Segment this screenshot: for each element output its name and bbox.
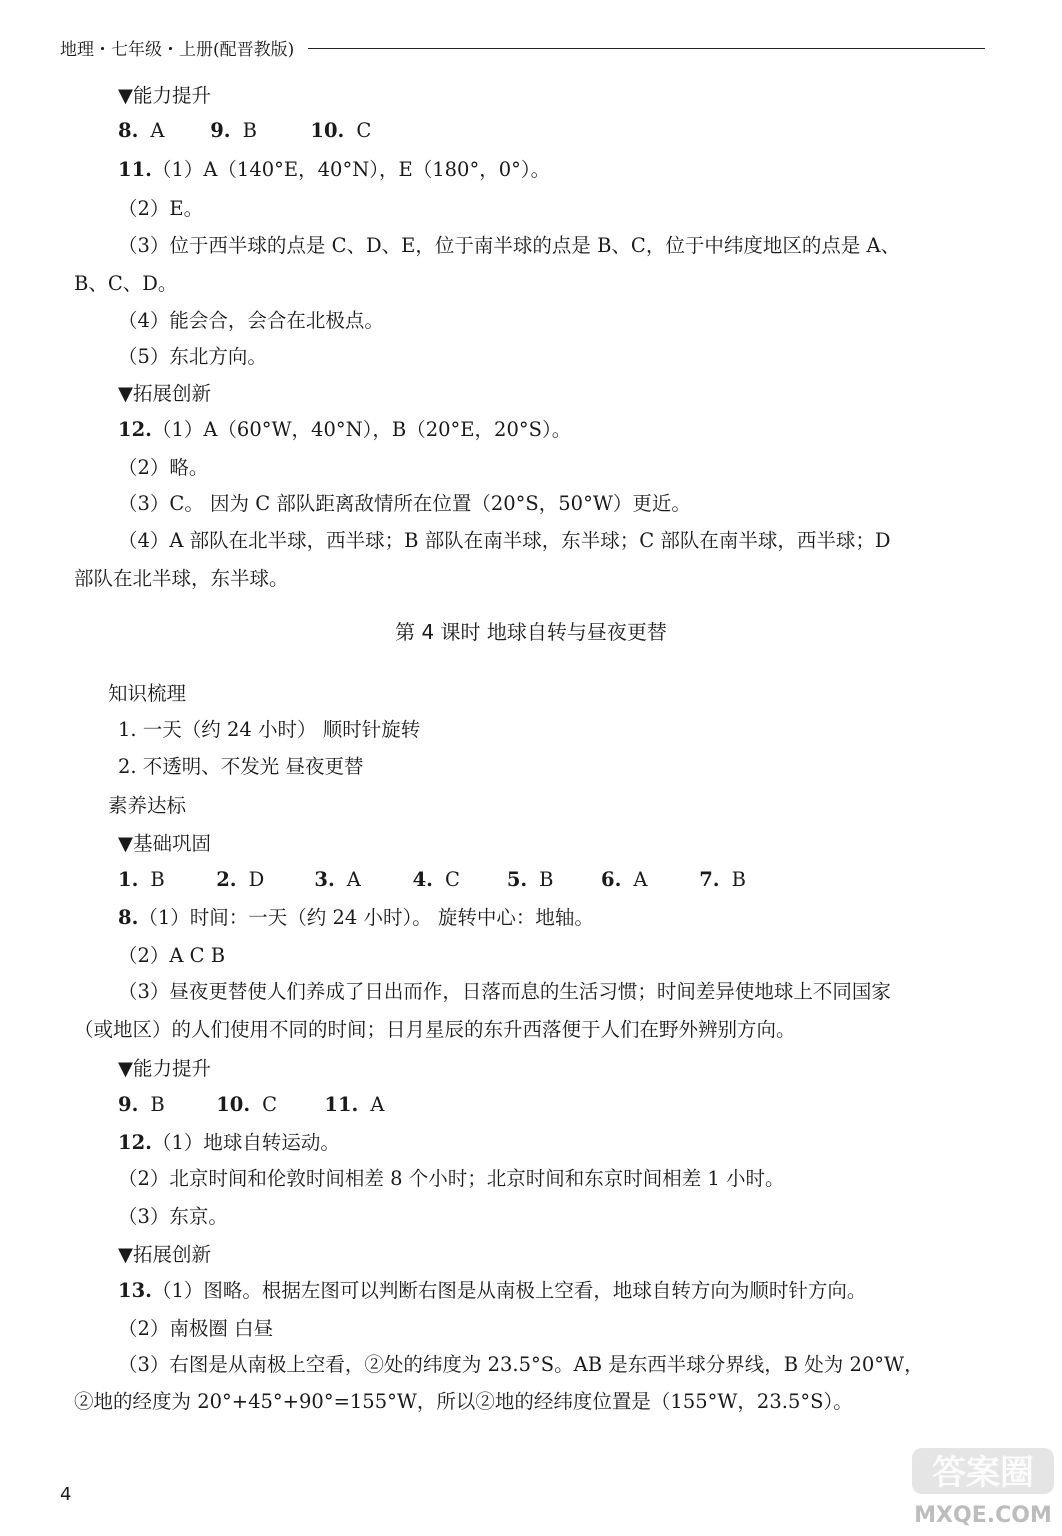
q13-number: 13. — [118, 1279, 152, 1302]
q8-part3-line2: （或地区）的人们使用不同的时间；日月星辰的东升西落便于人们在野外辨别方向。 — [74, 1018, 796, 1041]
q-num: 3. — [314, 868, 335, 891]
watermark-bottom-text: MXQE.COM — [914, 1503, 1052, 1528]
q8-part2: （2）A C B — [118, 944, 226, 967]
q-num: 7. — [699, 868, 720, 891]
q11-number: 11. — [118, 158, 152, 181]
q-ans: B — [539, 868, 554, 891]
q12b-part1: （1）地球自转运动。 — [151, 1131, 340, 1154]
page-number: 4 — [60, 1484, 72, 1505]
knowledge-item-1: 1. 一天（约 24 小时） 顺时针旋转 — [118, 718, 421, 741]
q11-part5: （5）东北方向。 — [118, 345, 267, 368]
q-ans: A — [150, 119, 165, 142]
q11-part3-line1: （3）位于西半球的点是 C、D、E，位于南半球的点是 B、C，位于中纬度地区的点是 A、 — [118, 234, 901, 257]
q-ans: A — [633, 868, 648, 891]
q-num: 9. — [210, 119, 231, 142]
q-num: 1. — [118, 868, 139, 891]
q-ans: C — [356, 119, 372, 142]
q12-part3: （3）C。 因为 C 部队距离敌情所在位置（20°S，50°W）更近。 — [118, 492, 691, 515]
lesson-title: 第 4 课时 地球自转与昼夜更替 — [395, 620, 667, 644]
q11-part4: （4）能会合，会合在北极点。 — [118, 309, 384, 332]
q13-line1 — [0, 1273, 1062, 1309]
q-num: 6. — [601, 868, 622, 891]
q12-part1: （1）A（60°W，40°N），B（20°E，20°S）。 — [151, 418, 572, 441]
q12-number: 12. — [118, 418, 152, 441]
q13-part1: （1）图略。根据左图可以判断右图是从南极上空看，地球自转方向为顺时针方向。 — [151, 1279, 867, 1302]
knowledge-heading: 知识梳理 — [108, 682, 187, 705]
q11-part2: （2）E。 — [118, 197, 204, 220]
q12-part4-line1: （4）A 部队在北半球，西半球；B 部队在南半球，东半球；C 部队在南半球，西半球；D — [118, 529, 891, 552]
q12-line1 — [0, 412, 1062, 448]
knowledge-item-2: 2. 不透明、不发光 昼夜更替 — [118, 755, 364, 778]
q-num: 2. — [216, 868, 237, 891]
heading-expand-1: ▼拓展创新 — [118, 382, 211, 405]
q11-part3-line2: B、C、D。 — [74, 272, 178, 295]
q11-line1 — [0, 152, 1062, 188]
q-num: 5. — [506, 868, 528, 891]
header-title: 地理・七年级・上册(配晋教版) — [60, 39, 295, 60]
q13-part3-line2: ②地的经度为 20°+45°+90°=155°W，所以②地的经纬度位置是（155°W，23.5°S）。 — [74, 1390, 853, 1413]
q-ans: B — [150, 868, 165, 891]
q-ans: B — [150, 1093, 165, 1116]
q-num: 10. — [310, 119, 345, 142]
q-ans: A — [370, 1093, 385, 1116]
q12b-part3: （3）东京。 — [118, 1205, 228, 1228]
page-header — [60, 32, 985, 62]
q8-number: 8. — [118, 906, 139, 929]
watermark-top-text: 答案圈 — [932, 1453, 1034, 1493]
literacy-heading: 素养达标 — [108, 794, 187, 817]
q12b-number: 12. — [118, 1131, 152, 1154]
q-ans: D — [248, 868, 265, 891]
heading-basic: ▼基础巩固 — [118, 832, 211, 855]
q-ans: C — [262, 1093, 278, 1116]
q12-part4-line2: 部队在北半球，东半球。 — [74, 567, 289, 590]
q-num: 11. — [324, 1093, 359, 1116]
q-ans: B — [242, 119, 257, 142]
q8-line1 — [0, 900, 1062, 936]
q-ans: B — [731, 868, 746, 891]
q-num: 10. — [216, 1093, 251, 1116]
q11-part1: （1）A（140°E，40°N），E（180°，0°）。 — [151, 158, 551, 181]
q-num: 8. — [118, 119, 139, 142]
q-num: 9. — [118, 1093, 139, 1116]
q8-part3-line1: （3）昼夜更替使人们养成了日出而作，日落而息的生活习惯；时间差异使地球上不同国家 — [118, 980, 891, 1003]
answers-row-8-10 — [0, 113, 1062, 149]
q-ans: A — [346, 868, 361, 891]
heading-ability-2: ▼能力提升 — [118, 1057, 211, 1080]
header-rule — [308, 48, 985, 49]
heading-ability-1: ▼能力提升 — [118, 84, 211, 107]
answers-row-1-7 — [0, 862, 1062, 898]
q13-part2: （2）南极圈 白昼 — [118, 1317, 274, 1340]
q13-part3-line1: （3）右图是从南极上空看，②处的纬度为 23.5°S。AB 是东西半球分界线，B 处为 20°W， — [118, 1353, 924, 1376]
q-ans: C — [444, 868, 460, 891]
q12b-part2: （2）北京时间和伦敦时间相差 8 个小时；北京时间和东京时间相差 1 小时。 — [118, 1167, 785, 1190]
q-num: 4. — [412, 868, 433, 891]
q8-part1: （1）时间：一天（约 24 小时）。 旋转中心：地轴。 — [138, 906, 594, 929]
watermark-logo — [908, 1442, 1058, 1532]
q12b-line1 — [0, 1125, 1062, 1161]
heading-expand-2: ▼拓展创新 — [118, 1243, 211, 1266]
q12-part2: （2）略。 — [118, 456, 209, 479]
answers-row-9-11 — [0, 1087, 1062, 1123]
